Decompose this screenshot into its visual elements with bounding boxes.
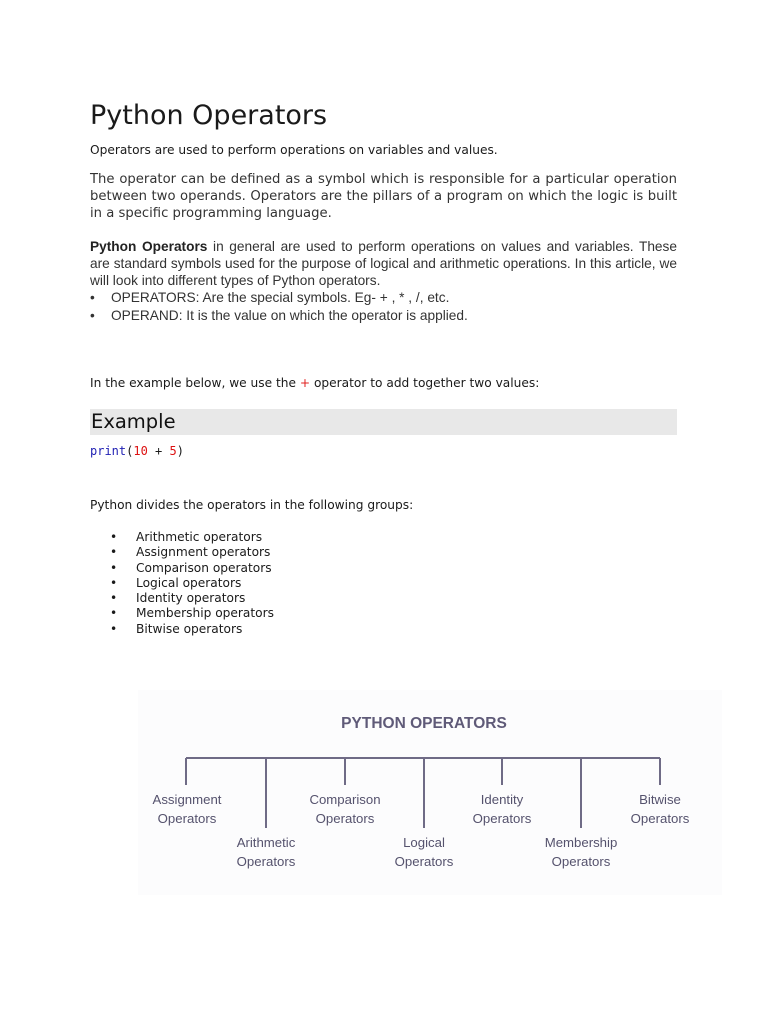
bullet-icon: • [90, 290, 95, 305]
node-label: Membership [544, 835, 618, 850]
node-label: Comparison [309, 792, 381, 807]
python-operators-bold: Python Operators [90, 239, 208, 254]
bullet-icon: • [110, 606, 118, 621]
intro-text: Operators are used to perform operations on variables and values. [90, 143, 498, 157]
diagram-node-assignment [153, 792, 222, 826]
node-label: Assignment [152, 792, 222, 807]
example-intro-text [90, 376, 539, 390]
node-label: Bitwise [639, 792, 681, 807]
list-item [110, 606, 274, 621]
example-heading-bar [90, 409, 677, 435]
diagram-node-membership [545, 835, 618, 869]
diagram-node-comparison [309, 792, 380, 826]
bullet-icon: • [110, 621, 118, 636]
node-label: Logical [403, 835, 445, 850]
group-comparison: Comparison operators [136, 560, 272, 575]
node-label: Arithmetic [236, 835, 296, 850]
list-item [90, 289, 468, 307]
group-bitwise: Bitwise operators [136, 621, 243, 636]
code-example [90, 444, 184, 458]
plus-operator-text: + [299, 376, 311, 390]
node-label: Identity [480, 792, 524, 807]
operator-groups-list [110, 530, 274, 637]
page-title: Python Operators [90, 100, 328, 131]
code-close-paren: ) [176, 444, 184, 458]
code-number-10: 10 [133, 444, 148, 458]
node-label: Operators [157, 811, 217, 826]
group-logical: Logical operators [136, 575, 242, 590]
example-intro-before: In the example below, we use the [90, 376, 300, 390]
code-plus: + [147, 444, 170, 458]
code-number-5: 5 [169, 444, 177, 458]
bullet-icon: • [110, 591, 118, 606]
group-membership: Membership operators [136, 606, 274, 621]
code-print-keyword: print [90, 444, 127, 458]
definition-operand: OPERAND: It is the value on which the operator is applied. [111, 307, 468, 323]
operator-definition-paragraph: The operator can be defined as a symbol which is responsible for a particular operation between two operands. Operators are the pillars of a program on which the logic is built in a specific programming language. [90, 172, 677, 221]
python-operators-paragraph [90, 238, 677, 289]
bullet-icon: • [110, 560, 118, 575]
group-arithmetic: Arithmetic operators [136, 530, 263, 544]
node-label: Operators [630, 811, 690, 826]
bullet-icon: • [110, 530, 118, 544]
example-heading: Example [91, 410, 176, 433]
diagram-node-identity [473, 792, 532, 826]
diagram-node-arithmetic [237, 835, 296, 869]
diagram-node-logical [395, 835, 454, 869]
bullet-icon: • [90, 307, 95, 323]
diagram-title: PYTHON OPERATORS [341, 715, 507, 732]
node-label: Operators [394, 854, 454, 869]
list-item [110, 561, 274, 576]
bullet-icon: • [110, 545, 118, 560]
node-label: Operators [236, 854, 296, 869]
code-open-paren: ( [126, 444, 134, 458]
python-operators-diagram [138, 690, 722, 895]
definition-list [90, 289, 468, 324]
group-identity: Identity operators [136, 591, 246, 606]
python-operators-paragraph-text: in general are used to perform operations on values and variables. These are standard symbols used for the purpose of logical and arithmetic operations. In this article, we will look into different types of Python operators. [90, 239, 678, 288]
groups-intro-text: Python divides the operators in the following groups: [90, 498, 414, 512]
list-item [110, 545, 274, 560]
diagram-svg [138, 690, 722, 895]
definition-operators: OPERATORS: Are the special symbols. Eg- + , * , /, etc. [111, 290, 450, 305]
list-item [110, 622, 274, 637]
node-label: Operators [315, 811, 375, 826]
diagram-connectors [186, 758, 660, 828]
list-item [90, 307, 468, 325]
list-item [110, 530, 274, 545]
diagram-node-bitwise [631, 792, 690, 826]
node-label: Operators [551, 854, 611, 869]
bullet-icon: • [110, 575, 118, 590]
example-intro-after: operator to add together two values: [310, 376, 540, 390]
node-label: Operators [472, 811, 532, 826]
group-assignment: Assignment operators [136, 545, 271, 560]
list-item [110, 576, 274, 591]
list-item [110, 591, 274, 606]
